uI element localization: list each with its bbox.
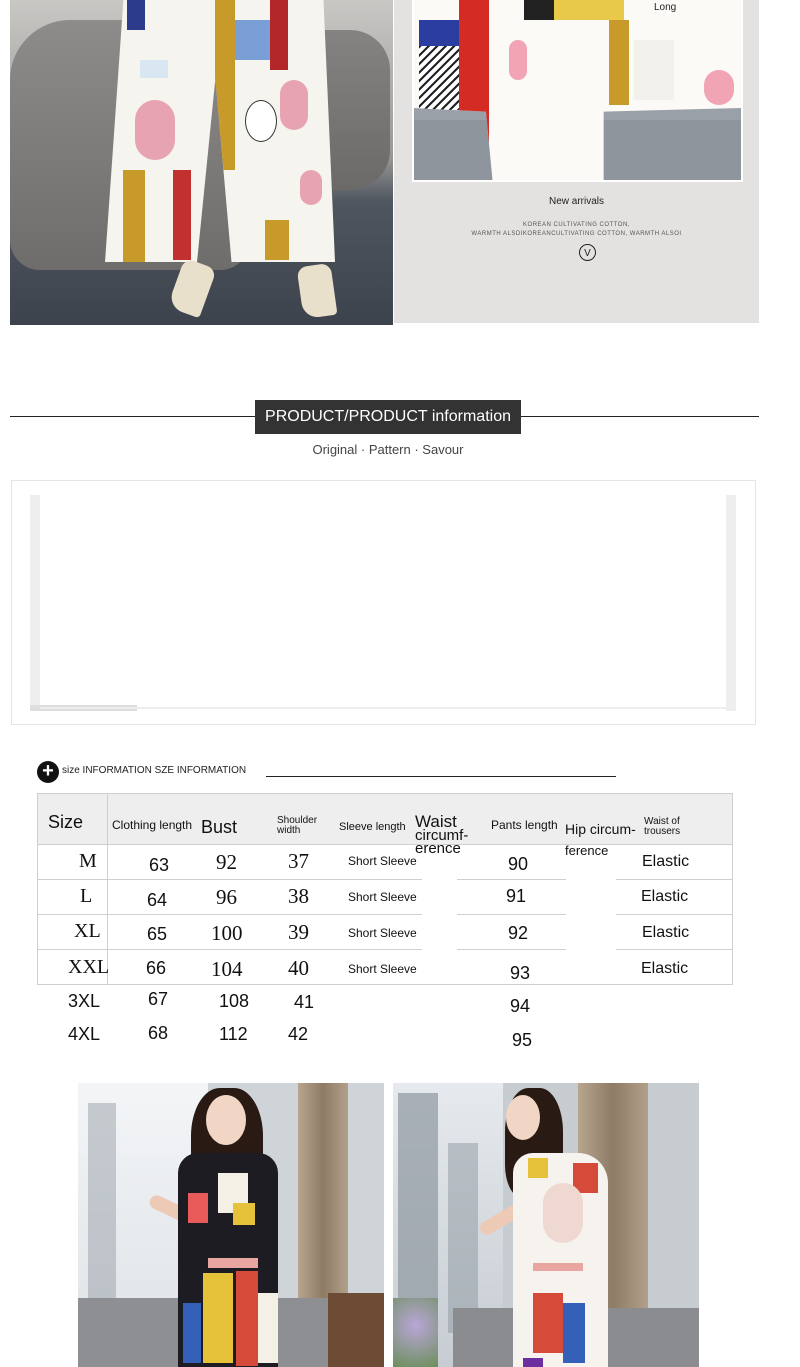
cell-clothing-length: 63 (149, 855, 170, 875)
model-face (206, 1095, 246, 1145)
table-gap (566, 848, 616, 984)
cell-size: 3XL (68, 991, 101, 1011)
col-header-hip-line2: ference (565, 843, 609, 858)
cell-size: XL (74, 920, 101, 942)
product-info-heading: PRODUCT/PRODUCT information (255, 400, 521, 434)
cell-pants-length: 94 (510, 996, 531, 1016)
new-arrivals-sub-line1: KOREAN CULTIVATING COTTON, (523, 222, 630, 228)
cell-bust: 100 (211, 921, 243, 945)
cell-shoulder-width: 40 (288, 956, 309, 980)
table-gap (422, 846, 457, 984)
cell-size: L (80, 885, 93, 907)
col-header-waist-of-trousers-line2: trousers (644, 826, 681, 837)
cell-size: 4XL (68, 1024, 101, 1044)
cell-clothing-length: 67 (148, 989, 169, 1009)
cell-size: M (79, 850, 97, 872)
cell-pants-length: 91 (506, 886, 527, 906)
building (398, 1093, 438, 1333)
col-header-shoulder-width (277, 816, 317, 836)
cell-bust: 104 (211, 957, 243, 981)
col-header-shoulder-width-line2: width (277, 825, 301, 836)
col-header-waist (415, 812, 469, 857)
long-label: Long (654, 2, 677, 13)
new-arrivals-title: New arrivals (548, 196, 604, 207)
size-info-divider (266, 776, 616, 777)
model-photo-side (393, 1083, 699, 1367)
col-header-bust: Bust (201, 817, 238, 837)
cell-sleeve-length: Short Sleeve (348, 854, 417, 868)
panel-stripe (726, 495, 736, 711)
chevron-circle-icon: V (579, 244, 596, 261)
col-header-waist-of-trousers-line1: Waist of (644, 816, 680, 827)
model-photo-front (78, 1083, 384, 1367)
cell-sleeve-length: Short Sleeve (348, 890, 417, 904)
col-header-shoulder-width-line1: Shoulder (277, 815, 318, 826)
model-face (506, 1095, 540, 1140)
new-arrivals-sub-line2: WARMTH ALSDIKOREANCULTIVATING COTTON, WARMTH ALSOI (471, 231, 682, 237)
cell-sleeve-length: Short Sleeve (348, 926, 417, 940)
col-header-waist-line3: erence (415, 840, 461, 857)
cell-clothing-length: 64 (147, 890, 168, 910)
panel-stripe (30, 495, 40, 711)
cell-clothing-length: 68 (148, 1023, 169, 1043)
cell-pants-length: 90 (508, 854, 529, 874)
size-table-divider (37, 949, 733, 950)
col-header-waist-line2: circumf- (415, 827, 469, 844)
side-table (328, 1293, 384, 1367)
cell-waist-of-trousers: Elastic (642, 853, 690, 870)
panel-stripe (40, 707, 736, 709)
col-header-hip-line1: Hip circum- (565, 821, 636, 837)
cell-clothing-length: 66 (146, 958, 167, 978)
cell-shoulder-width: 38 (288, 884, 309, 908)
col-header-waist-of-trousers (644, 817, 680, 837)
building (448, 1143, 478, 1333)
size-table-divider (37, 914, 733, 915)
col-header-hip (565, 818, 636, 862)
shoe-right (297, 263, 338, 319)
cell-shoulder-width: 39 (288, 920, 309, 944)
cell-waist-of-trousers: Elastic (642, 924, 690, 941)
col-header-sleeve-length: Sleeve length (339, 821, 406, 833)
cell-bust: 96 (216, 885, 237, 909)
cell-waist-of-trousers: Elastic (641, 960, 689, 977)
cell-bust: 112 (219, 1024, 248, 1044)
plus-icon: + (37, 761, 59, 783)
printed-dress (513, 1153, 608, 1367)
cell-waist-of-trousers: Elastic (641, 888, 689, 905)
size-table-divider (37, 879, 733, 880)
new-arrivals-subtitle (394, 221, 759, 239)
cell-pants-length: 92 (508, 923, 529, 943)
cell-pants-length: 95 (512, 1030, 533, 1050)
cell-bust: 108 (219, 991, 250, 1011)
cell-sleeve-length: Short Sleeve (348, 962, 417, 976)
col-header-size: Size (48, 812, 84, 832)
cell-shoulder-width: 42 (288, 1024, 309, 1044)
flowers (393, 1298, 438, 1367)
product-info-subtitle: Original · Pattern · Savour (312, 442, 464, 457)
cell-shoulder-width: 37 (288, 849, 309, 873)
new-arrivals-panel (394, 0, 759, 323)
cell-bust: 92 (216, 850, 237, 874)
col-header-clothing-length: Clothing length (112, 818, 193, 832)
cell-size: XXL (68, 956, 110, 978)
col-header-waist-line1: Waist (415, 812, 457, 831)
printed-dress (178, 1153, 278, 1367)
size-info-title: size INFORMATION SZE INFORMATION (62, 765, 247, 776)
col-header-pants-length: Pants length (491, 818, 558, 832)
product-info-panel (11, 480, 756, 725)
cell-clothing-length: 65 (147, 924, 168, 944)
cell-shoulder-width: 41 (294, 992, 315, 1012)
cell-pants-length: 93 (510, 963, 531, 983)
product-photo-pants-closeup (414, 0, 741, 180)
product-photo-pants-sofa (10, 0, 393, 325)
